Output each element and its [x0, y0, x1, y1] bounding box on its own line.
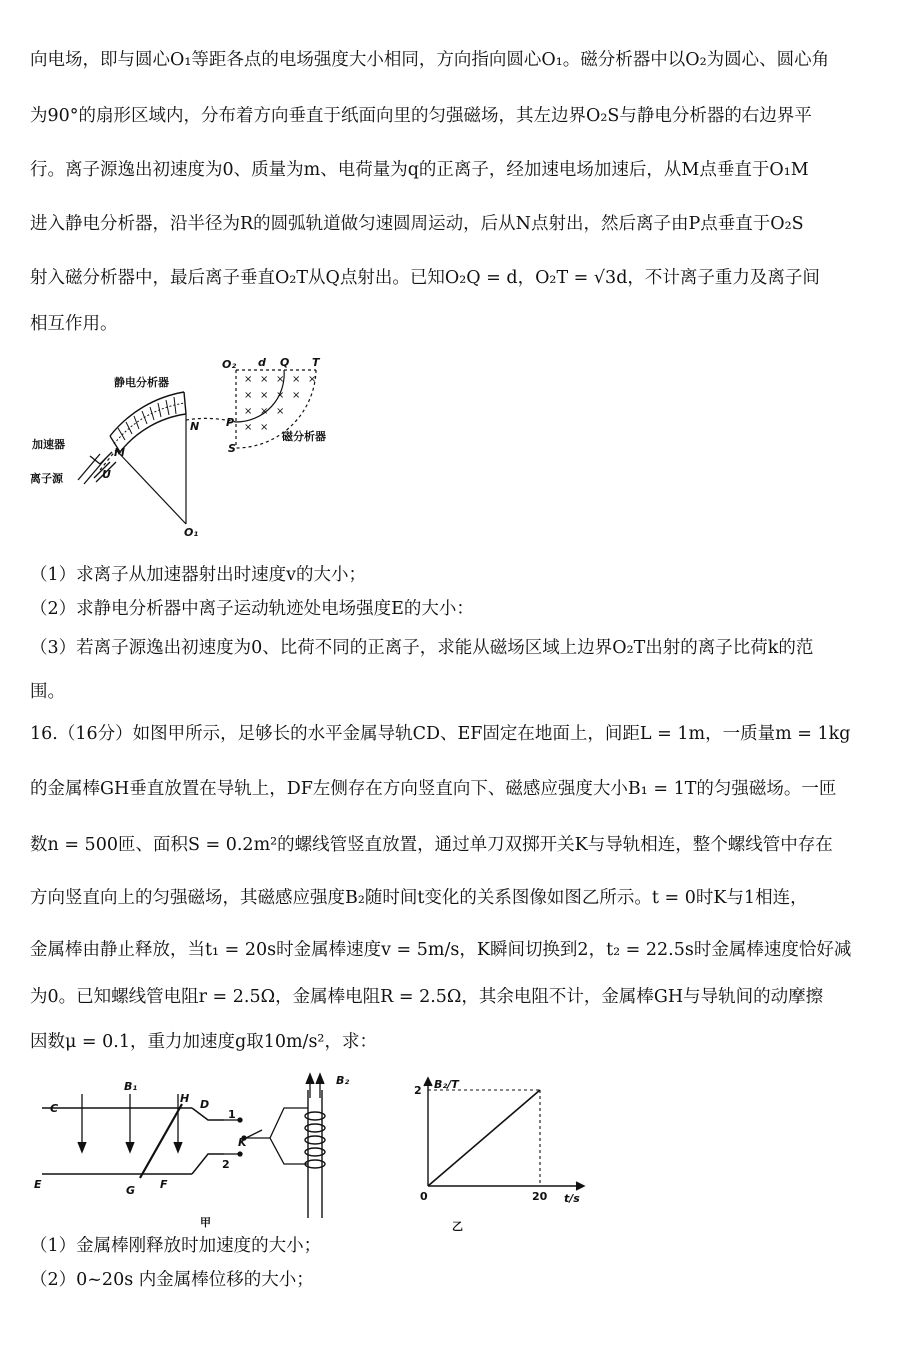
question15-3a: （3）若离子源逸出初速度为0、比荷不同的正离子，求能从磁场区域上边界O₂T出射的离子比荷k的范: [30, 638, 814, 658]
field-x-mark: ×: [244, 406, 253, 417]
question15-2: （2）求静电分析器中离子运动轨迹处电场强度E的大小：: [30, 599, 474, 619]
label-point-m: M: [114, 446, 125, 459]
field-x-mark: ×: [260, 374, 269, 385]
label-point-s: S: [228, 442, 236, 455]
question15-3b: 围。: [30, 682, 65, 702]
problem16-line-2: 的金属棒GH垂直放置在导轨上，DF左侧存在方向竖直向下、磁感应强度大小B₁ = 1T的匀强磁场。一匝: [30, 779, 837, 799]
rails: [42, 1108, 224, 1174]
label-ion-source: 离子源: [30, 472, 63, 485]
label-b2: B₂: [336, 1074, 350, 1087]
field-x-mark: ×: [244, 390, 253, 401]
figure-yi-chart: [400, 1074, 600, 1234]
label-jia: 甲: [200, 1216, 211, 1228]
paragraph-line-6: 相互作用。: [30, 314, 118, 334]
paragraph-line-5: 射入磁分析器中，最后离子垂直O₂T从Q点射出。已知O₂Q = d，O₂T = √3d，不计离子重力及离子间: [30, 268, 820, 288]
field-x-mark: ×: [292, 374, 301, 385]
chart-ylabel: B₂/T: [434, 1078, 459, 1091]
label-c: C: [50, 1102, 59, 1115]
paragraph-line-2: 为90°的扇形区域内，分布着方向垂直于纸面向里的匀强磁场，其左边界O₂S与静电分析器的右边界平: [30, 106, 812, 126]
label-e: E: [34, 1178, 42, 1191]
question16-1: （1）金属棒刚释放时加速度的大小；: [30, 1236, 322, 1256]
label-accelerator: 加速器: [32, 438, 65, 451]
label-point-q: Q: [280, 356, 290, 369]
field-b1-arrows: [78, 1094, 182, 1152]
chart-ytick-label: 2: [414, 1084, 422, 1097]
field-x-mark: ×: [276, 374, 285, 385]
label-point-o1: O₁: [184, 526, 199, 539]
chart-xtick-label: 0: [420, 1190, 428, 1203]
field-x-mark: ×: [244, 374, 253, 385]
field-x-mark: ×: [244, 422, 253, 433]
label-distance-d: d: [258, 356, 266, 369]
chart-xlabel: t/s: [564, 1192, 580, 1205]
label-yi: 乙: [452, 1220, 463, 1233]
chart-axes: [424, 1078, 584, 1190]
label-g: G: [126, 1184, 136, 1197]
label-point-o2: O₂: [222, 358, 237, 371]
radius-o1-m: [116, 450, 186, 524]
chart-xtick-label: 20: [532, 1190, 548, 1203]
chart-series-line: [428, 1090, 540, 1186]
label-voltage-u: U: [102, 468, 111, 481]
paragraph-line-3: 行。离子源逸出初速度为0、质量为m、电荷量为q的正离子，经加速电场加速后，从M点垂直于O₁M: [30, 160, 809, 180]
solenoid: [305, 1090, 325, 1218]
problem16-line-3: 数n = 500匝、面积S = 0.2m²的螺线管竖直放置，通过单刀双掷开关K与导轨相连，整个螺线管中存在: [30, 835, 833, 855]
field-x-mark: ×: [276, 406, 285, 417]
figure-jia-circuit: [30, 1068, 390, 1228]
label-h: H: [180, 1092, 190, 1105]
problem16-line-6: 为0。已知螺线管电阻r = 2.5Ω，金属棒电阻R = 2.5Ω，其余电阻不计，金属棒GH与导轨间的动摩擦: [30, 987, 824, 1007]
question15-1: （1）求离子从加速器射出时速度v的大小；: [30, 565, 367, 585]
metal-rod-gh: [140, 1104, 182, 1178]
chart-marks: [414, 1084, 548, 1203]
label-contact-2: 2: [222, 1158, 230, 1171]
label-k: K: [238, 1136, 247, 1149]
label-f: F: [160, 1178, 168, 1191]
label-contact-1: 1: [228, 1108, 236, 1121]
field-x-mark: ×: [276, 390, 285, 401]
field-x-mark: ×: [292, 390, 301, 401]
figure-mass-spectrometer: [30, 352, 350, 542]
field-x-mark: ×: [308, 374, 317, 385]
switch-k: [224, 1108, 308, 1164]
paragraph-line-4: 进入静电分析器，沿半径为R的圆弧轨道做匀速圆周运动，后从N点射出，然后离子由P点垂直于O₂S: [30, 214, 804, 234]
problem16-line-4: 方向竖直向上的匀强磁场，其磁感应强度B₂随时间t变化的关系图像如图乙所示。t = 0时K与1相连，: [30, 888, 808, 908]
label-point-p: P: [226, 416, 235, 429]
label-point-t: T: [312, 356, 320, 369]
problem16-line-1: 16.（16分）如图甲所示，足够长的水平金属导轨CD、EF固定在地面上，间距L = 1m，一质量m = 1kg: [30, 724, 851, 744]
question16-2: （2）0~20s 内金属棒位移的大小；: [30, 1270, 314, 1290]
label-electrostatic-analyzer: 静电分析器: [114, 376, 169, 389]
field-x-mark: ×: [260, 406, 269, 417]
label-d: D: [200, 1098, 210, 1111]
label-b1: B₁: [124, 1080, 138, 1093]
problem16-line-7: 因数μ = 0.1，重力加速度g取10m/s²，求：: [30, 1032, 377, 1052]
label-magnetic-analyzer: 磁分析器: [282, 430, 326, 443]
label-point-n: N: [190, 420, 200, 433]
paragraph-line-1: 向电场，即与圆心O₁等距各点的电场强度大小相同，方向指向圆心O₁。磁分析器中以O₂为圆心、圆心角: [30, 50, 830, 70]
field-x-mark: ×: [260, 422, 269, 433]
field-x-mark: ×: [260, 390, 269, 401]
problem16-line-5: 金属棒由静止释放，当t₁ = 20s时金属棒速度v = 5m/s，K瞬间切换到2，t₂ = 22.5s时金属棒速度恰好减: [30, 940, 852, 960]
magnetic-field-marks: [244, 374, 316, 433]
